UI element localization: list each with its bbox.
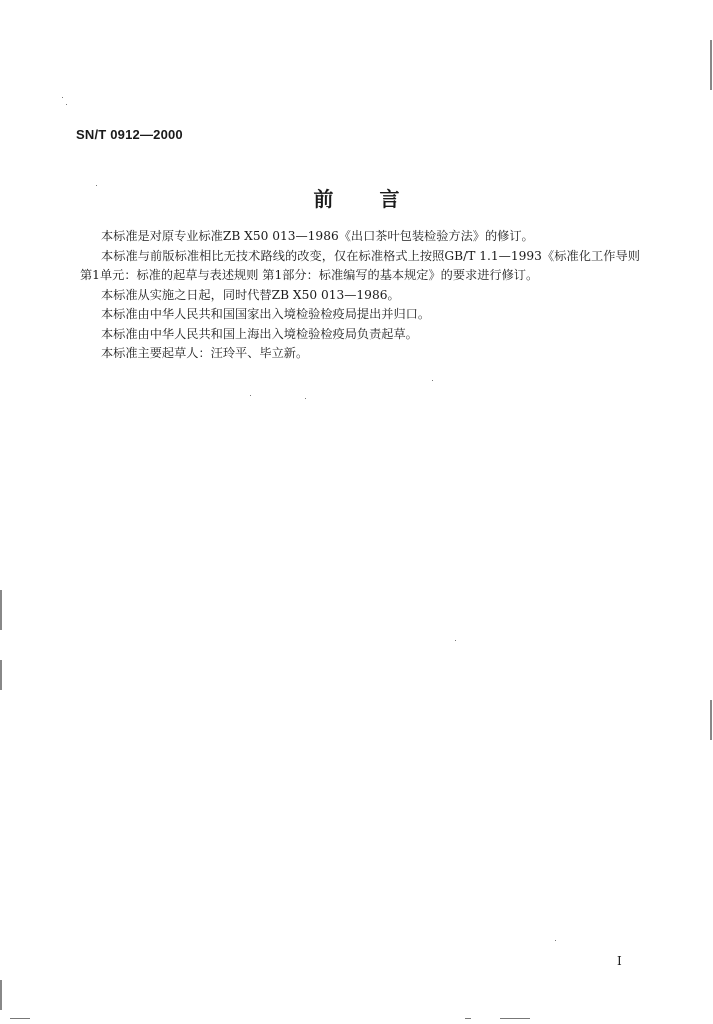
scan-edge-mark xyxy=(0,660,2,690)
scan-speck xyxy=(555,940,556,941)
paragraph-1: 本标准是对原专业标准ZB X50 013—1986《出口茶叶包装检验方法》的修订。 xyxy=(101,229,534,243)
page-number: I xyxy=(617,954,622,968)
scan-speck xyxy=(432,380,433,381)
scan-edge-mark xyxy=(0,590,2,630)
scan-edge-mark xyxy=(710,700,712,740)
scan-speck xyxy=(250,395,251,396)
paragraph-6: 本标准主要起草人：汪玲平、毕立新。 xyxy=(101,346,309,360)
paragraph-2: 本标准与前版标准相比无技术路线的改变，仅在标准格式上按照GB/T 1.1—1993《标准化工作导则 第1单元：标准的起草与表述规则 第1部分：标准编写的基本规定》的要求进行修订。 xyxy=(80,248,640,282)
scan-speck xyxy=(500,1018,530,1019)
paragraph-5: 本标准由中华人民共和国上海出入境检验检疫局负责起草。 xyxy=(101,326,418,341)
scan-speck xyxy=(62,97,63,98)
standard-code: SN/T 0912—2000 xyxy=(76,127,183,142)
scan-speck xyxy=(96,185,97,186)
scan-edge-mark xyxy=(0,980,2,1010)
scan-speck xyxy=(66,104,67,105)
scan-speck xyxy=(455,640,456,641)
scan-speck xyxy=(305,398,306,399)
paragraph-4: 本标准由中华人民共和国国家出入境检验检疫局提出并归口。 xyxy=(101,307,431,321)
foreword-body xyxy=(80,227,640,364)
scan-speck xyxy=(465,1018,471,1019)
scan-speck xyxy=(10,1018,30,1019)
paragraph-3: 本标准从实施之日起，同时代替ZB X50 013—1986。 xyxy=(101,287,400,302)
foreword-title: 前言 xyxy=(313,187,446,211)
scan-edge-mark xyxy=(710,40,712,90)
